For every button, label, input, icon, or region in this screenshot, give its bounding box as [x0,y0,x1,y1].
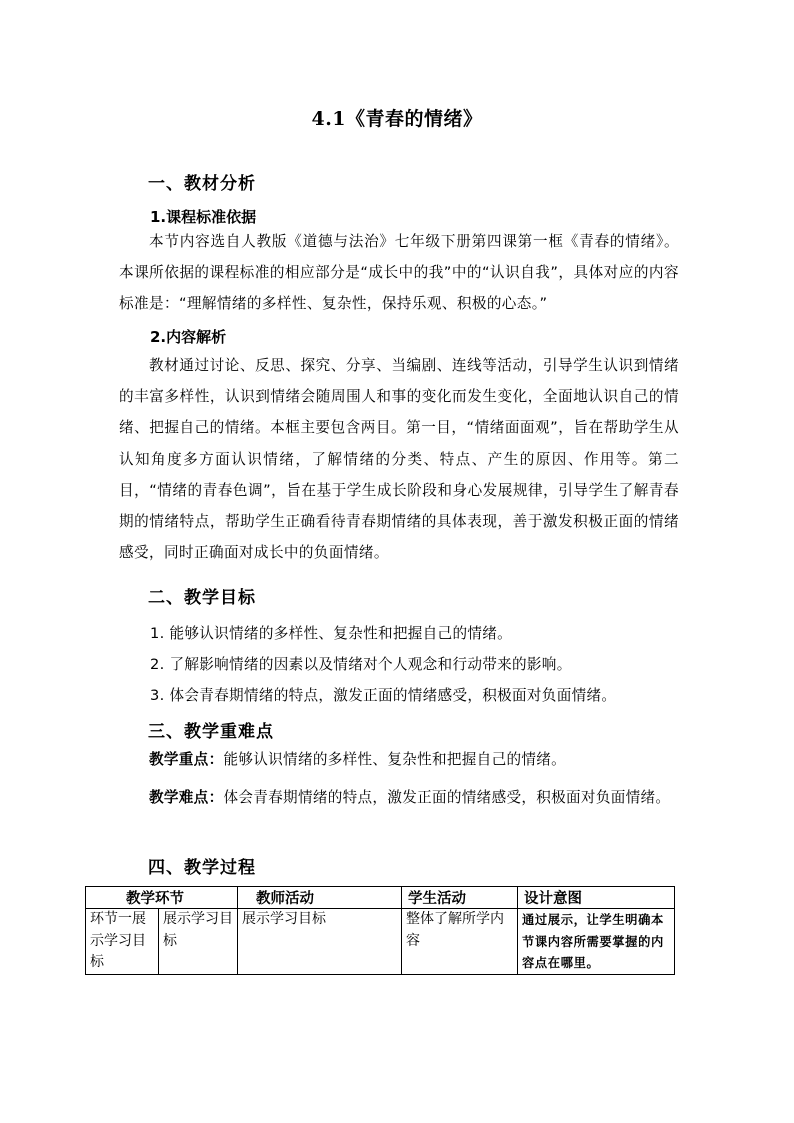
section-heading-analysis: 一、教材分析 [148,174,256,194]
section-heading-objectives: 二、教学目标 [148,588,256,608]
table-header-row [86,887,675,909]
subheading-curriculum-standard: 1.课程标准依据 [150,208,257,226]
header-stage: 教学环节 [86,887,238,909]
header-student-activity: 学生活动 [402,887,518,909]
section-heading-process: 四、教学过程 [148,858,256,878]
objective-item-2: 2. 了解影响情绪的因素以及情绪对个人观念和行动带来的影响。 [150,656,572,673]
document-title: 4.1《青春的情绪》 [311,108,483,130]
teaching-focus [119,744,679,775]
teaching-process-table [85,886,675,975]
subheading-content-analysis: 2.内容解析 [150,328,227,346]
objective-item-3: 3. 体会青春期情绪的特点，激发正面的情绪感受，积极面对负面情绪。 [150,687,617,704]
table-row [86,909,675,975]
teaching-difficulty-label: 教学难点： [149,789,224,806]
teaching-difficulty [119,782,679,813]
cell-substage: 展示学习目标 [159,909,238,975]
cell-stage: 环节一展示学习目标 [86,909,159,975]
paragraph-content-analysis: 教材通过讨论、反思、探究、分享、当编剧、连线等活动，引导学生认识到情绪的丰富多样性，认识到情绪会随周围人和事的变化而发生变化，全面地认识自己的情绪、把握自己的情绪。本框主要包含两目。第一目，“情绪面面观”，旨在帮助学生从认知角度多方面认识情绪，了解情绪的分类、特点、产生的原因、作用等。第二目，“情绪的青春色调”，旨在基于学生成长阶段和身心发展规律，引导学生了解青春期的情绪特点，帮助学生正确看待青春期情绪的具体表现，善于激发积极正面的情绪感受，同时正确面对成长中的负面情绪。 [119,357,679,562]
objective-item-1: 1. 能够认识情绪的多样性、复杂性和把握自己的情绪。 [150,625,513,642]
header-teacher-activity: 教师活动 [238,887,402,909]
cell-teacher-activity: 展示学习目标 [238,909,402,975]
section-heading-key-points: 三、教学重难点 [148,722,274,742]
cell-student-activity: 整体了解所学内容 [402,909,518,975]
teaching-difficulty-text: 体会青春期情绪的特点，激发正面的情绪感受，积极面对负面情绪。 [223,789,671,806]
cell-design-intent: 通过展示，让学生明确本节课内容所需要掌握的内容点在哪里。 [518,909,675,975]
teaching-focus-label: 教学重点： [149,751,224,768]
teaching-focus-text: 能够认识情绪的多样性、复杂性和把握自己的情绪。 [223,751,567,768]
header-design-intent: 设计意图 [518,887,675,909]
paragraph-curriculum-standard: 本节内容选自人教版《道德与法治》七年级下册第四课第一框《青春的情绪》。本课所依据的课程标准的相应部分是“成长中的我”中的“认识自我”，具体对应的内容标准是：“理解情绪的多样性、复杂性，保持乐观、积极的心态。” [119,233,679,313]
